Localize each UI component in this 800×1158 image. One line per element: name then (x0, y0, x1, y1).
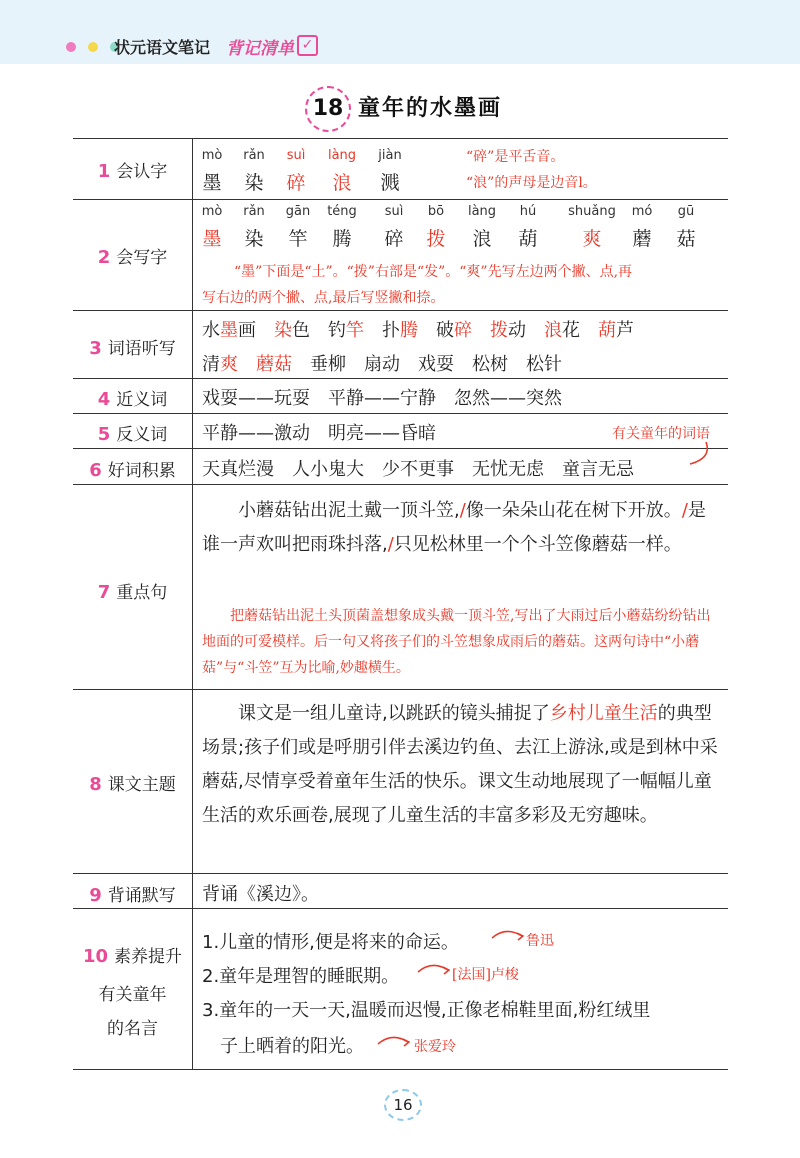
side-annotation: 有关童年的词语 (612, 426, 710, 442)
pink-dot-icon (66, 42, 76, 52)
brand-title: 状元语文笔记 (114, 38, 211, 57)
quote-author: [法国]卢梭 (452, 967, 519, 983)
page-number: 16 (384, 1089, 422, 1121)
row-label: 5 反义词 (97, 424, 168, 445)
quote-author: 鲁迅 (526, 933, 554, 949)
arrow-icon (416, 958, 452, 978)
row-label: 2 会写字 (97, 247, 168, 268)
row-divider (73, 310, 728, 311)
row-label: 7 重点句 (97, 582, 168, 603)
annotation: “碎”是平舌音。 (466, 149, 565, 165)
key-sentence: 小蘑菇钻出泥土戴一顶斗笠,/像一朵朵山花在树下开放。/是谁一声欢叫把雨珠抖落,/只见松林里一个个斗笠像蘑菇一样。 (202, 500, 706, 555)
row-divider (73, 378, 728, 379)
quote-1: 1.儿童的情形,便是将来的命运。 (202, 932, 459, 953)
lesson-title: 童年的水墨画 (358, 96, 503, 121)
quote-2: 2.童年是理智的睡眠期。 (202, 966, 400, 987)
checkbox-icon: ✓ (297, 35, 318, 56)
annotation: “浪”的声母是边音l。 (466, 175, 597, 191)
sentence-analysis: 把蘑菇钻出泥土头顶菌盖想象成头戴一顶斗笠,写出了大雨过后小蘑菇纷纷钻出地面的可爱模样。后一句又将孩子们的斗笠想象成雨后的蘑菇。这两句诗中“小蘑菇”与“斗笠”互为比喻,妙趣横生。 (202, 608, 711, 676)
section-title: 背记清单 (226, 39, 294, 59)
row-label: 6 好词积累 (89, 460, 176, 481)
good-words: 天真烂漫 人小鬼大 少不更事 无忧无虑 童言无忌 (202, 459, 634, 480)
quote-3-cont: 子上晒着的阳光。 (220, 1036, 364, 1057)
row-divider (73, 689, 728, 690)
arrow-icon (678, 440, 718, 470)
row-label: 10 素养提升 (82, 946, 183, 967)
annotation: “墨”下面是“土”。“拨”右部是“发”。“爽”先写左边两个撇、点,再 (234, 264, 633, 280)
lesson-number: 18 (305, 86, 351, 132)
row-label: 1 会认字 (97, 161, 168, 182)
lesson-theme: 课文是一组儿童诗,以跳跃的镜头捕捉了乡村儿童生活的典型场景;孩子们或是呼朋引伴去溪边钓鱼、去江上游泳,或是到林中采蘑菇,尽情享受着童年生活的快乐。课文生动地展现了一幅幅儿童生活的欢乐画卷,展现了儿童生活的丰富多彩及无穷趣味。 (202, 703, 718, 826)
row-label: 9 背诵默写 (89, 885, 176, 906)
synonyms: 戏耍——玩耍 平静——宁静 忽然——突然 (202, 388, 562, 409)
annotation: 写右边的两个撇、点,最后写竖撇和捺。 (202, 290, 445, 306)
row-divider (73, 413, 728, 414)
arrow-icon (490, 924, 526, 944)
arrow-icon (376, 1030, 412, 1050)
column-divider (192, 138, 193, 1069)
row-divider (73, 873, 728, 874)
row-divider (73, 484, 728, 485)
antonyms: 平静——激动 明亮——昏暗 (202, 423, 436, 444)
table-bottom-border (73, 1069, 728, 1070)
row-label: 4 近义词 (97, 389, 168, 410)
vocab-line-1: 水墨画 染色 钓竿 扑腾 破碎 拨动 浪花 葫芦 (202, 320, 634, 341)
row-label: 8 课文主题 (89, 774, 176, 795)
vocab-line-2: 清爽 蘑菇 垂柳 扇动 戏耍 松树 松针 (202, 354, 562, 375)
quote-author: 张爱玲 (414, 1039, 456, 1055)
row-sublabel: 有关童年 (98, 985, 167, 1005)
row-label: 3 词语听写 (89, 338, 176, 359)
row-divider (73, 908, 728, 909)
row-sublabel: 的名言 (107, 1019, 158, 1039)
quote-3: 3.童年的一天一天,温暖而迟慢,正像老棉鞋里面,粉红绒里 (202, 1000, 651, 1021)
yellow-dot-icon (88, 42, 98, 52)
row-divider (73, 448, 728, 449)
recite-task: 背诵《溪边》。 (202, 884, 319, 905)
table-top-border (73, 138, 728, 139)
row-divider (73, 199, 728, 200)
